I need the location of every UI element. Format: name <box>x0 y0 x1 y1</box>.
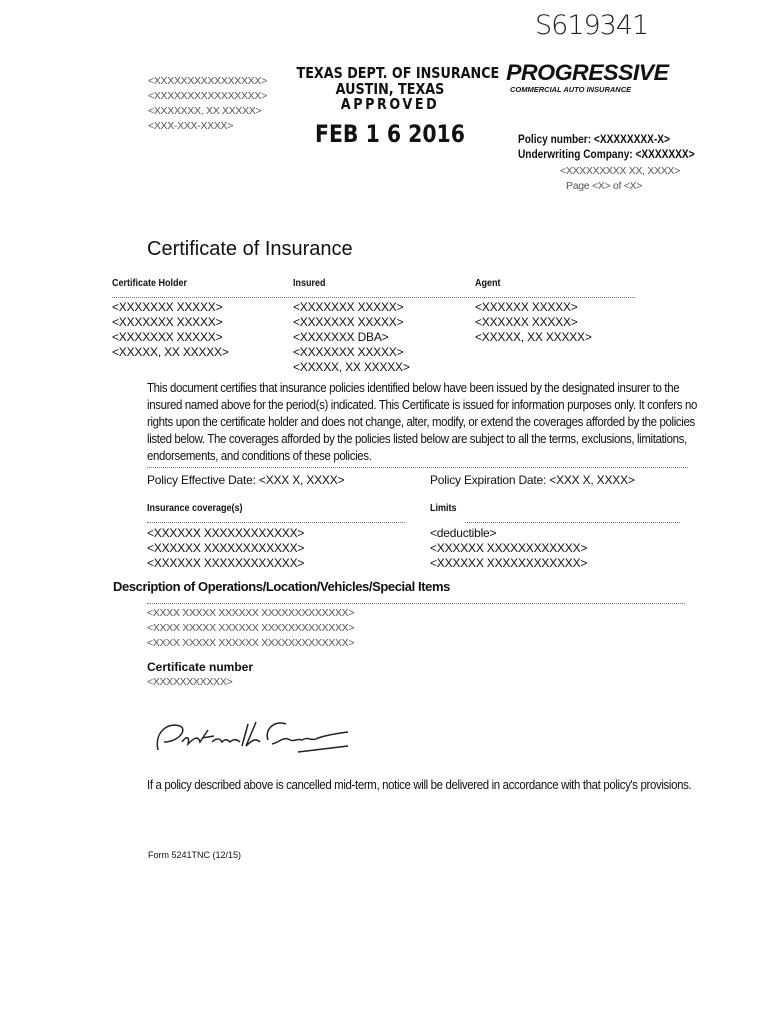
certificate-number-heading: Certificate number <box>147 660 254 674</box>
address-line: <XXXXXXXXXXXXXXXX> <box>148 90 267 102</box>
limit-line: <deductible> <box>430 526 497 540</box>
effective-date: Policy Effective Date: <XXX X, XXXX> <box>147 473 345 487</box>
stamp-date: FEB 1 6 2016 <box>315 120 465 148</box>
coverage-line: <XXXXXX XXXXXXXXXXXX> <box>147 556 305 570</box>
divider <box>147 467 688 468</box>
sender-address <box>148 74 267 134</box>
description-line: <XXXX XXXXX XXXXXX XXXXXXXXXXXXX> <box>147 637 355 649</box>
description-line: <XXXX XXXXX XXXXXX XXXXXXXXXXXXX> <box>147 622 355 634</box>
coverage-block <box>147 526 304 571</box>
coverage-heading: Insurance coverage(s) <box>147 503 243 514</box>
handwritten-number: S619341 <box>535 10 649 41</box>
holder-line: <XXXXXXX XXXXX> <box>112 315 223 329</box>
description-block <box>147 606 354 651</box>
holder-heading: Certificate Holder <box>112 278 188 289</box>
address-line: <XXXXXXXXXXXXXXXX> <box>148 75 267 87</box>
address-line: <XXXXXXX, XX XXXXX> <box>148 105 262 117</box>
insured-line: <XXXXXXX XXXXX> <box>293 345 404 359</box>
limit-line: <XXXXXX XXXXXXXXXXXX> <box>430 541 588 555</box>
cancellation-notice: If a policy described above is cancelled mid-term, notice will be delivered in accordance with that policy's provisions. <box>147 777 692 792</box>
description-heading: Description of Operations/Location/Vehicles/Special Items <box>113 579 450 594</box>
divider <box>147 522 405 523</box>
limit-line: <XXXXXX XXXXXXXXXXXX> <box>430 556 588 570</box>
agent-line: <XXXXXX XXXXX> <box>475 315 578 329</box>
certificate-number: <XXXXXXXXXXX> <box>147 676 233 688</box>
agent-heading: Agent <box>475 278 501 289</box>
page-title: Certificate of Insurance <box>147 238 353 260</box>
progressive-logo: PROGRESSIVE <box>506 60 669 85</box>
holder-block <box>112 300 229 360</box>
agent-line: <XXXXX, XX XXXXX> <box>475 330 592 344</box>
coverage-line: <XXXXXX XXXXXXXXXXXX> <box>147 526 305 540</box>
stamp-approved: APPROVED <box>340 95 440 113</box>
page-number: Page <X> of <X> <box>566 180 643 192</box>
holder-line: <XXXXXXX XXXXX> <box>112 330 223 344</box>
insured-line: <XXXXXXX XXXXX> <box>293 300 404 314</box>
paragraph-line: This document certifies that insurance policies identified below have been issued by the designated insurer to the <box>147 380 680 395</box>
divider <box>112 297 635 298</box>
underwriting-company: Underwriting Company: <XXXXXXX> <box>518 149 695 161</box>
insured-line: <XXXXXXX XXXXX> <box>293 315 404 329</box>
insured-line: <XXXXX, XX XXXXX> <box>293 360 410 374</box>
paragraph-line: insured named above for the period(s) indicated. This Certificate is issued for information purposes only. It confers no <box>147 397 697 412</box>
expiration-date: Policy Expiration Date: <XXX X, XXXX> <box>430 473 635 487</box>
form-number: Form 5241TNC (12/15) <box>148 850 242 860</box>
insured-heading: Insured <box>293 278 326 289</box>
limits-block <box>430 526 587 571</box>
stamp-line1: TEXAS DEPT. OF INSURANCE <box>296 64 500 82</box>
coverage-line: <XXXXXX XXXXXXXXXXXX> <box>147 541 305 555</box>
insured-block <box>293 300 410 375</box>
policy-date: <XXXXXXXXX XX, XXXX> <box>560 165 681 177</box>
stamp-line2: AUSTIN, TEXAS <box>335 80 445 98</box>
logo-tagline: COMMERCIAL AUTO INSURANCE <box>510 85 632 94</box>
address-line: <XXX-XXX-XXXX> <box>148 120 234 132</box>
divider <box>465 522 680 523</box>
paragraph-line: rights upon the certificate holder and does not change, alter, modify, or extend the coverages afforded by the policies <box>147 414 695 429</box>
paragraph-line: endorsements, and conditions of these policies. <box>147 448 372 463</box>
paragraph-line: listed below. The coverages afforded by the policies listed below are subject to all the terms, exclusions, limitations, <box>147 431 687 446</box>
holder-line: <XXXXX, XX XXXXX> <box>112 345 229 359</box>
signature <box>148 712 358 762</box>
agent-line: <XXXXXX XXXXX> <box>475 300 578 314</box>
limits-heading: Limits <box>430 503 457 514</box>
holder-line: <XXXXXXX XXXXX> <box>112 300 223 314</box>
certification-paragraph <box>147 379 697 464</box>
description-line: <XXXX XXXXX XXXXXX XXXXXXXXXXXXX> <box>147 607 355 619</box>
insured-line: <XXXXXXX DBA> <box>293 330 389 344</box>
divider <box>147 603 685 604</box>
agent-block <box>475 300 592 345</box>
policy-number: Policy number: <XXXXXXXX-X> <box>518 134 670 146</box>
